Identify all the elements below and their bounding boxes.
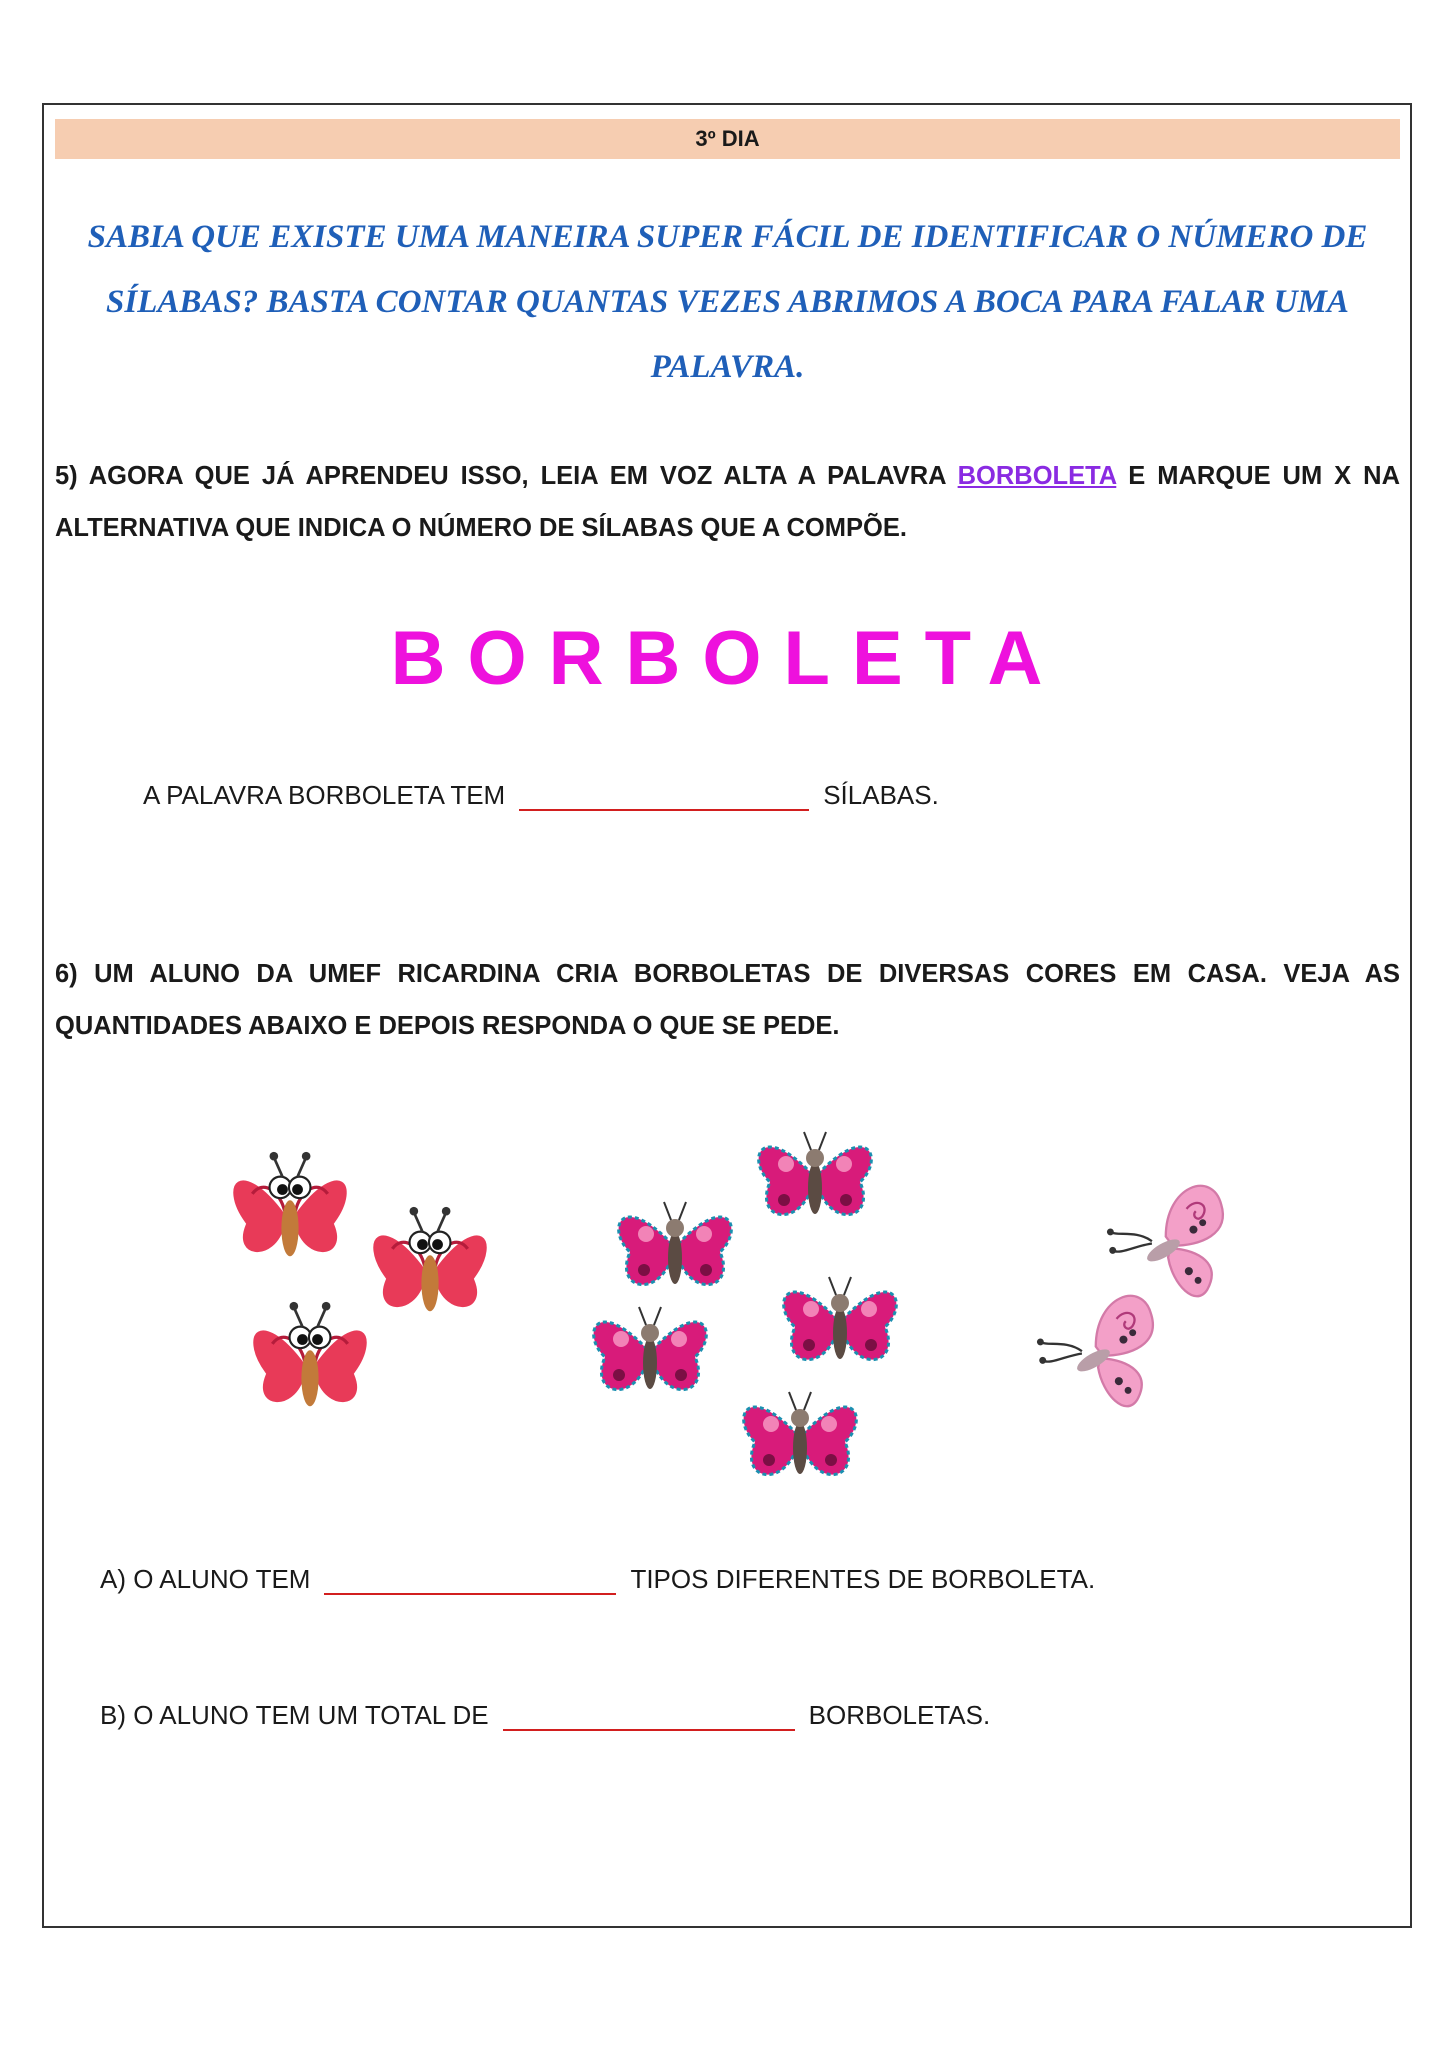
answer-a-prefix: A) O ALUNO TEM bbox=[100, 1564, 311, 1594]
answer-suffix: SÍLABAS. bbox=[823, 780, 939, 810]
day-title: 3º DIA bbox=[695, 126, 760, 151]
question-6: 6) UM ALUNO DA UMEF RICARDINA CRIA BORBOLETAS DE DIVERSAS CORES EM CASA. VEJA AS QUANTIDADES ABAIXO E DEPOIS RESPONDA O QUE SE PEDE. bbox=[55, 960, 1400, 1040]
answer-b-prefix: B) O ALUNO TEM UM TOTAL DE bbox=[100, 1700, 489, 1730]
syllable-answer-line bbox=[143, 780, 939, 811]
word-link[interactable]: BORBOLETA bbox=[957, 462, 1117, 490]
spelled-word: BORBOLETA bbox=[390, 616, 1065, 701]
answer-a-suffix: TIPOS DIFERENTES DE BORBOLETA. bbox=[630, 1564, 1096, 1594]
answer-b-blank[interactable] bbox=[503, 1701, 795, 1731]
question-5-text-after: E MARQUE UM X NA ALTERNATIVA QUE INDICA O NÚMERO DE SÍLABAS QUE A COMPÕE. bbox=[55, 462, 1401, 542]
question-5 bbox=[55, 450, 1400, 554]
butterfly-group-magenta bbox=[580, 1110, 920, 1510]
butterfly-icon bbox=[220, 1140, 360, 1280]
intro-text: SABIA QUE EXISTE UMA MANEIRA SUPER FÁCIL DE IDENTIFICAR O NÚMERO DE SÍLABAS? BASTA CONTAR QUANTAS VEZES ABRIMOS A BOCA PARA FALAR UMA PALAVRA. bbox=[87, 219, 1368, 385]
butterfly-icon bbox=[240, 1290, 380, 1430]
answer-a-blank[interactable] bbox=[324, 1565, 616, 1595]
answer-prefix: A PALAVRA BORBOLETA TEM bbox=[143, 780, 506, 810]
answer-b-line bbox=[100, 1700, 990, 1731]
butterfly-icon bbox=[770, 1255, 910, 1385]
question-5-text-before: 5) AGORA QUE JÁ APRENDEU ISSO, LEIA EM VOZ ALTA A PALAVRA bbox=[55, 462, 958, 490]
day-header bbox=[55, 119, 1400, 159]
answer-a-line bbox=[100, 1564, 1095, 1595]
butterfly-icon bbox=[730, 1370, 870, 1500]
syllable-blank[interactable] bbox=[519, 781, 809, 811]
butterfly-group-red bbox=[220, 1140, 500, 1440]
butterfly-group-pink bbox=[1015, 1165, 1255, 1435]
butterfly-icon bbox=[1015, 1275, 1165, 1425]
butterfly-icon bbox=[745, 1110, 885, 1240]
answer-b-suffix: BORBOLETAS. bbox=[808, 1700, 991, 1730]
butterfly-icon bbox=[580, 1285, 720, 1415]
butterfly-icon bbox=[360, 1195, 500, 1335]
